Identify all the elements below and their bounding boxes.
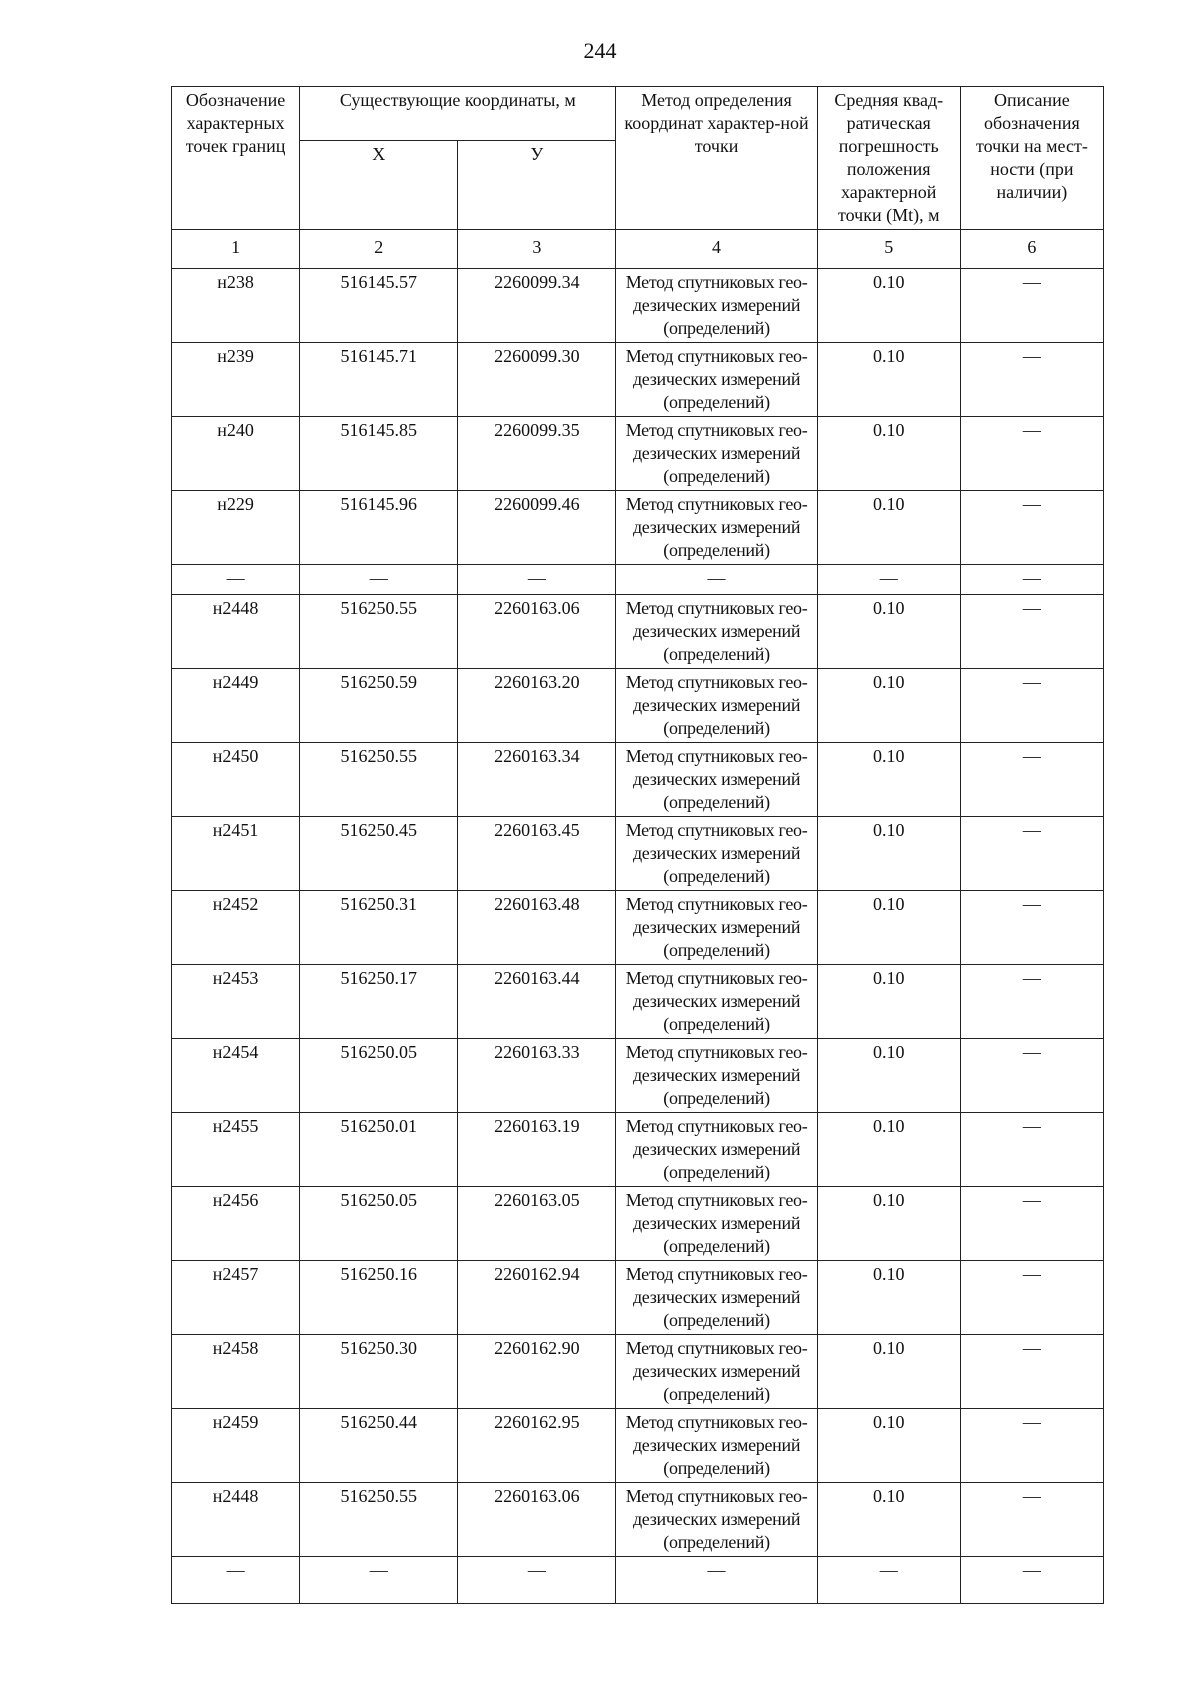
point-cell: н240 — [172, 417, 300, 491]
mt-cell: 0.10 — [817, 595, 960, 669]
method-cell: Метод спутниковых гео-дезических измерений (определений) — [616, 1261, 817, 1335]
header-y: У — [458, 140, 616, 229]
table-row — [172, 817, 1104, 891]
y-coordinate-cell: 2260163.44 — [458, 965, 616, 1039]
point-cell: н238 — [172, 269, 300, 343]
mt-cell: 0.10 — [817, 1483, 960, 1557]
y-coordinate-cell: 2260163.33 — [458, 1039, 616, 1113]
y-coordinate-cell: 2260099.30 — [458, 343, 616, 417]
header-description: Описание обозначения точки на мест-ности (при наличии) — [960, 87, 1103, 230]
table-row — [172, 565, 1104, 595]
method-cell: Метод спутниковых гео-дезических измерений (определений) — [616, 269, 817, 343]
table-row — [172, 1335, 1104, 1409]
description-cell: — — [960, 817, 1103, 891]
table-row — [172, 343, 1104, 417]
point-cell: н2455 — [172, 1113, 300, 1187]
table-row — [172, 743, 1104, 817]
point-cell: н2452 — [172, 891, 300, 965]
point-cell: н2456 — [172, 1187, 300, 1261]
table-row — [172, 417, 1104, 491]
mt-cell: 0.10 — [817, 343, 960, 417]
method-cell: Метод спутниковых гео-дезических измерений (определений) — [616, 1409, 817, 1483]
point-cell: н2458 — [172, 1335, 300, 1409]
description-cell: — — [960, 965, 1103, 1039]
description-cell: — — [960, 1409, 1103, 1483]
point-cell: — — [172, 565, 300, 595]
table-row — [172, 1261, 1104, 1335]
method-cell: Метод спутниковых гео-дезических измерений (определений) — [616, 891, 817, 965]
method-cell: Метод спутниковых гео-дезических измерений (определений) — [616, 817, 817, 891]
column-number-row — [172, 230, 1104, 269]
mt-cell: 0.10 — [817, 1113, 960, 1187]
column-number: 4 — [616, 230, 817, 269]
x-coordinate-cell: 516250.55 — [300, 743, 458, 817]
x-coordinate-cell: 516145.96 — [300, 491, 458, 565]
x-coordinate-cell: 516250.45 — [300, 817, 458, 891]
mt-cell: 0.10 — [817, 891, 960, 965]
description-cell: — — [960, 565, 1103, 595]
column-number: 5 — [817, 230, 960, 269]
point-cell: н2457 — [172, 1261, 300, 1335]
method-cell: Метод спутниковых гео-дезических измерений (определений) — [616, 1113, 817, 1187]
y-coordinate-cell: 2260162.95 — [458, 1409, 616, 1483]
point-cell: н2454 — [172, 1039, 300, 1113]
method-cell: Метод спутниковых гео-дезических измерений (определений) — [616, 743, 817, 817]
table-row — [172, 491, 1104, 565]
point-cell: н229 — [172, 491, 300, 565]
description-cell: — — [960, 491, 1103, 565]
mt-cell: 0.10 — [817, 1261, 960, 1335]
table-row — [172, 269, 1104, 343]
description-cell: — — [960, 1113, 1103, 1187]
table-row — [172, 965, 1104, 1039]
method-cell: Метод спутниковых гео-дезических измерений (определений) — [616, 1187, 817, 1261]
table-row — [172, 1039, 1104, 1113]
point-cell: н2448 — [172, 1483, 300, 1557]
table-body — [172, 269, 1104, 1604]
x-coordinate-cell: 516145.85 — [300, 417, 458, 491]
description-cell: — — [960, 417, 1103, 491]
y-coordinate-cell: 2260099.35 — [458, 417, 616, 491]
y-coordinate-cell: 2260163.06 — [458, 595, 616, 669]
y-coordinate-cell: 2260099.46 — [458, 491, 616, 565]
mt-cell: 0.10 — [817, 1335, 960, 1409]
column-number: 3 — [458, 230, 616, 269]
method-cell: Метод спутниковых гео-дезических измерений (определений) — [616, 669, 817, 743]
point-cell: н2449 — [172, 669, 300, 743]
method-cell: Метод спутниковых гео-дезических измерений (определений) — [616, 595, 817, 669]
y-coordinate-cell: 2260163.05 — [458, 1187, 616, 1261]
x-coordinate-cell: — — [300, 1557, 458, 1604]
method-cell: — — [616, 565, 817, 595]
method-cell: Метод спутниковых гео-дезических измерений (определений) — [616, 417, 817, 491]
description-cell: — — [960, 269, 1103, 343]
y-coordinate-cell: 2260163.20 — [458, 669, 616, 743]
point-cell: н239 — [172, 343, 300, 417]
mt-cell: 0.10 — [817, 1039, 960, 1113]
mt-cell: — — [817, 1557, 960, 1604]
y-coordinate-cell: 2260162.94 — [458, 1261, 616, 1335]
table-row — [172, 1483, 1104, 1557]
mt-cell: 0.10 — [817, 1187, 960, 1261]
y-coordinate-cell: — — [458, 565, 616, 595]
y-coordinate-cell: 2260163.19 — [458, 1113, 616, 1187]
description-cell: — — [960, 1261, 1103, 1335]
mt-cell: 0.10 — [817, 669, 960, 743]
column-number: 1 — [172, 230, 300, 269]
x-coordinate-cell: 516145.57 — [300, 269, 458, 343]
x-coordinate-cell: 516250.55 — [300, 1483, 458, 1557]
x-coordinate-cell: 516250.55 — [300, 595, 458, 669]
mt-cell: 0.10 — [817, 491, 960, 565]
method-cell: Метод спутниковых гео-дезических измерений (определений) — [616, 491, 817, 565]
y-coordinate-cell: 2260099.34 — [458, 269, 616, 343]
page-number: 244 — [583, 38, 617, 63]
description-cell: — — [960, 1335, 1103, 1409]
table-row — [172, 1557, 1104, 1604]
point-cell: н2459 — [172, 1409, 300, 1483]
y-coordinate-cell: 2260163.06 — [458, 1483, 616, 1557]
y-coordinate-cell: 2260163.48 — [458, 891, 616, 965]
x-coordinate-cell: 516250.31 — [300, 891, 458, 965]
point-cell: н2448 — [172, 595, 300, 669]
x-coordinate-cell: 516250.30 — [300, 1335, 458, 1409]
point-cell: н2450 — [172, 743, 300, 817]
column-number: 2 — [300, 230, 458, 269]
method-cell: — — [616, 1557, 817, 1604]
description-cell: — — [960, 595, 1103, 669]
point-cell: н2451 — [172, 817, 300, 891]
mt-cell: — — [817, 565, 960, 595]
header-method: Метод определения координат характер-ной точки — [616, 87, 817, 230]
mt-cell: 0.10 — [817, 1409, 960, 1483]
x-coordinate-cell: — — [300, 565, 458, 595]
y-coordinate-cell: 2260162.90 — [458, 1335, 616, 1409]
mt-cell: 0.10 — [817, 417, 960, 491]
y-coordinate-cell: 2260163.45 — [458, 817, 616, 891]
point-cell: н2453 — [172, 965, 300, 1039]
description-cell: — — [960, 1187, 1103, 1261]
table-row — [172, 1113, 1104, 1187]
x-coordinate-cell: 516250.01 — [300, 1113, 458, 1187]
method-cell: Метод спутниковых гео-дезических измерений (определений) — [616, 343, 817, 417]
description-cell: — — [960, 743, 1103, 817]
mt-cell: 0.10 — [817, 269, 960, 343]
x-coordinate-cell: 516250.05 — [300, 1039, 458, 1113]
table-row — [172, 891, 1104, 965]
description-cell: — — [960, 669, 1103, 743]
header-mean-square-error: Средняя квад-ратическая погрешность положения характерной точки (Mt), м — [817, 87, 960, 230]
header-point-designation: Обозначение характерных точек границ — [172, 87, 300, 230]
description-cell: — — [960, 891, 1103, 965]
x-coordinate-cell: 516250.44 — [300, 1409, 458, 1483]
mt-cell: 0.10 — [817, 965, 960, 1039]
y-coordinate-cell: — — [458, 1557, 616, 1604]
coordinates-table — [171, 86, 1104, 1604]
table-row — [172, 669, 1104, 743]
header-coordinates: Существующие координаты, м — [300, 87, 616, 141]
description-cell: — — [960, 1039, 1103, 1113]
header-x: Х — [300, 140, 458, 229]
description-cell: — — [960, 1483, 1103, 1557]
x-coordinate-cell: 516250.05 — [300, 1187, 458, 1261]
y-coordinate-cell: 2260163.34 — [458, 743, 616, 817]
x-coordinate-cell: 516250.59 — [300, 669, 458, 743]
table-row — [172, 1409, 1104, 1483]
point-cell: — — [172, 1557, 300, 1604]
method-cell: Метод спутниковых гео-дезических измерений (определений) — [616, 965, 817, 1039]
x-coordinate-cell: 516250.17 — [300, 965, 458, 1039]
x-coordinate-cell: 516250.16 — [300, 1261, 458, 1335]
method-cell: Метод спутниковых гео-дезических измерений (определений) — [616, 1039, 817, 1113]
x-coordinate-cell: 516145.71 — [300, 343, 458, 417]
method-cell: Метод спутниковых гео-дезических измерений (определений) — [616, 1483, 817, 1557]
mt-cell: 0.10 — [817, 743, 960, 817]
mt-cell: 0.10 — [817, 817, 960, 891]
column-number: 6 — [960, 230, 1103, 269]
table-row — [172, 1187, 1104, 1261]
description-cell: — — [960, 343, 1103, 417]
method-cell: Метод спутниковых гео-дезических измерений (определений) — [616, 1335, 817, 1409]
table-row — [172, 595, 1104, 669]
description-cell: — — [960, 1557, 1103, 1604]
